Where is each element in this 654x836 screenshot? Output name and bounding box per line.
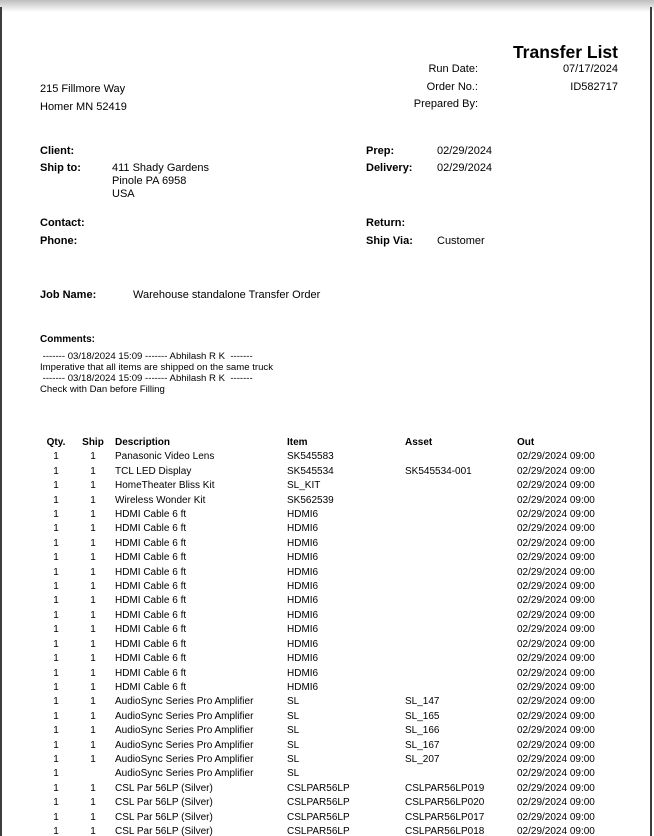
ship-to-address [112,162,209,201]
table-cell: 1 [90,552,96,564]
col-header-out: Out [517,437,535,448]
table-cell: 02/29/2024 09:00 [517,681,595,693]
table-cell [404,609,516,623]
table-cell: 02/29/2024 09:00 [517,811,595,823]
return-label: Return: [366,217,406,229]
table-cell: AudioSync Series Pro Amplifier [115,739,254,751]
table-cell: 02/29/2024 09:00 [517,696,595,708]
table-cell: 02/29/2024 09:00 [517,509,595,521]
table-row [36,479,620,493]
table-cell: 1 [90,609,96,621]
table-cell: HDMI6 [287,552,319,564]
col-header-qty: Qty. [46,437,66,448]
table-cell: 1 [90,825,96,836]
table-cell: 02/29/2024 09:00 [517,638,595,650]
table-cell: 02/29/2024 09:00 [517,566,595,578]
table-row [36,537,620,551]
table-cell: 02/29/2024 09:00 [517,739,595,751]
table-row [36,767,620,781]
table-cell: 1 [53,566,59,578]
table-cell: 1 [90,782,96,794]
ship-to-address-line: Pinole PA 6958 [112,175,187,187]
phone-label: Phone: [40,235,78,247]
run-date-row [318,63,618,81]
table-cell: 1 [53,509,59,521]
table-cell: Wireless Wonder Kit [115,494,206,506]
table-cell: 02/29/2024 09:00 [517,552,595,564]
ship-via-value: Customer [437,235,485,247]
table-cell: CSLPAR56LP019 [405,782,485,794]
table-cell: 1 [53,537,59,549]
table-row [36,695,620,709]
table-cell: SL [287,696,300,708]
table-cell: CSL Par 56LP (Silver) [115,782,213,794]
table-cell: 1 [90,480,96,492]
table-cell: CSLPAR56LP [287,825,350,836]
table-row [36,796,620,810]
table-cell: CSL Par 56LP (Silver) [115,811,213,823]
table-cell [404,580,516,594]
table-cell: 02/29/2024 09:00 [517,609,595,621]
table-cell: 02/29/2024 09:00 [517,753,595,765]
table-cell: 02/29/2024 09:00 [517,494,595,506]
table-cell: CSLPAR56LP020 [405,797,485,809]
table-row [36,594,620,608]
table-cell: HDMI Cable 6 ft [115,638,187,650]
delivery-label: Delivery: [366,162,413,174]
table-cell [404,551,516,565]
table-cell: 1 [90,797,96,809]
table-cell: 1 [90,681,96,693]
table-cell: 02/29/2024 09:00 [517,710,595,722]
table-cell [404,594,516,608]
table-cell: CSL Par 56LP (Silver) [115,825,213,836]
table-cell: 1 [53,523,59,535]
table-cell: HDMI6 [287,523,319,535]
table-cell: TCL LED Display [115,465,192,477]
table-cell: CSLPAR56LP [287,782,350,794]
table-cell: SL_147 [405,696,440,708]
table-cell: HDMI Cable 6 ft [115,552,187,564]
table-cell: 02/29/2024 09:00 [517,451,595,463]
table-cell: AudioSync Series Pro Amplifier [115,753,254,765]
table-cell: 1 [53,696,59,708]
table-row [36,782,620,796]
table-row [36,739,620,753]
company-address [40,81,127,116]
run-date-value: 07/17/2024 [562,63,618,75]
page-top-shadow [0,0,654,12]
comment-line: ------- 03/18/2024 15:09 ------- Abhilash R K ------- [40,351,253,362]
table-row [36,566,620,580]
table-cell: HDMI6 [287,667,319,679]
table-cell: 1 [90,581,96,593]
table-row [36,551,620,565]
table-row [36,811,620,825]
table-cell: SL_KIT [287,480,321,492]
table-cell: AudioSync Series Pro Amplifier [115,725,254,737]
prepared-by-value [478,98,618,116]
comments-label: Comments: [40,334,96,345]
table-cell: 1 [53,653,59,665]
table-cell: SL [287,768,300,780]
table-cell: HDMI Cable 6 ft [115,667,187,679]
table-cell: 1 [53,638,59,650]
table-cell [404,623,516,637]
table-cell [404,522,516,536]
table-cell [404,767,516,781]
table-row [36,522,620,536]
table-row [36,638,620,652]
table-row [36,609,620,623]
table-cell: HDMI6 [287,681,319,693]
table-cell: HDMI Cable 6 ft [115,624,187,636]
comment-line: ------- 03/18/2024 15:09 ------- Abhilash R K ------- [40,373,253,385]
table-cell: HDMI Cable 6 ft [115,653,187,665]
prep-date: 02/29/2024 [437,145,493,157]
page-left-edge [0,7,2,836]
table-cell: 1 [90,465,96,477]
table-cell: 02/29/2024 09:00 [517,480,595,492]
table-cell: 1 [53,782,59,794]
table-cell: 1 [90,595,96,607]
table-cell: SK545534-001 [405,465,472,477]
table-cell: SL_167 [405,739,440,751]
table-cell: 1 [53,465,59,477]
ship-to-address-line: USA [112,188,135,200]
table-row [36,825,620,836]
table-cell: 1 [90,566,96,578]
comments-text [40,351,273,395]
company-address-line: Homer MN 52419 [40,100,127,113]
table-cell: 1 [53,710,59,722]
table-row [36,508,620,522]
table-cell: 02/29/2024 09:00 [517,581,595,593]
table-cell: 1 [90,725,96,737]
ship-to-address-line: 411 Shady Gardens [112,162,210,174]
table-cell: HDMI6 [287,595,319,607]
table-cell: SK562539 [287,494,334,506]
table-cell: 1 [53,811,59,823]
table-cell: 02/29/2024 09:00 [517,624,595,636]
table-cell: AudioSync Series Pro Amplifier [115,696,254,708]
table-cell: 1 [90,667,96,679]
table-row [36,580,620,594]
table-cell: 1 [53,451,59,463]
table-header-row [36,436,620,450]
table-cell: CSLPAR56LP [287,797,350,809]
table-cell: HDMI6 [287,581,319,593]
prepared-by-row [318,98,618,116]
table-row [36,681,620,695]
table-row [36,623,620,637]
table-cell [404,681,516,695]
table-cell: CSL Par 56LP (Silver) [115,797,213,809]
table-cell: 1 [53,552,59,564]
table-row [36,450,620,464]
table-cell: 1 [90,739,96,751]
table-cell: 1 [53,681,59,693]
table-cell: SL [287,739,300,751]
table-cell [404,508,516,522]
table-cell [404,494,516,508]
table-cell [404,652,516,666]
table-cell: SL_165 [405,710,440,722]
table-cell: SL_166 [405,725,440,737]
table-row [36,465,620,479]
table-cell: HDMI6 [287,537,319,549]
client-label: Client: [40,145,75,157]
table-cell: 02/29/2024 09:00 [517,825,595,836]
table-cell: 1 [90,696,96,708]
comment-line: Check with Dan before Filling [40,384,165,396]
table-cell: 1 [90,451,96,463]
table-cell: 1 [53,480,59,492]
page-right-edge [650,7,652,836]
table-cell: Panasonic Video Lens [115,451,215,463]
table-cell: SL [287,710,300,722]
table-cell: 02/29/2024 09:00 [517,653,595,665]
table-cell: HDMI Cable 6 ft [115,681,187,693]
table-cell: 1 [90,624,96,636]
table-cell: 02/29/2024 09:00 [517,595,595,607]
table-cell: 1 [53,739,59,751]
table-cell: HDMI6 [287,566,319,578]
table-cell: 1 [53,624,59,636]
col-header-item: Item [287,437,308,448]
table-cell: 1 [53,725,59,737]
col-header-asset: Asset [405,437,433,448]
table-row [36,753,620,767]
table-cell: 02/29/2024 09:00 [517,537,595,549]
table-cell: CSLPAR56LP018 [405,825,485,836]
table-cell: SL_207 [405,753,440,765]
table-cell: HDMI6 [287,624,319,636]
table-cell: 1 [53,494,59,506]
table-row [36,710,620,724]
col-header-description: Description [115,437,171,448]
table-row [36,667,620,681]
contact-label: Contact: [40,217,85,229]
table-cell [404,667,516,681]
table-cell: HDMI Cable 6 ft [115,523,187,535]
report-meta [318,63,618,116]
ship-to-label: Ship to: [40,162,81,174]
delivery-date: 02/29/2024 [437,162,493,174]
table-cell: 02/29/2024 09:00 [517,667,595,679]
col-header-ship: Ship [82,437,104,448]
table-cell: HDMI Cable 6 ft [115,581,187,593]
table-cell: 02/29/2024 09:00 [517,797,595,809]
table-cell: HDMI6 [287,509,319,521]
table-cell: HomeTheater Bliss Kit [115,480,215,492]
table-cell: HDMI Cable 6 ft [115,537,187,549]
table-cell: HDMI6 [287,609,319,621]
table-cell [404,566,516,580]
table-cell: 1 [90,710,96,722]
table-cell: SK545534 [287,465,334,477]
table-cell: 1 [53,768,59,780]
table-cell: 1 [90,523,96,535]
table-cell: 1 [53,581,59,593]
table-cell: 02/29/2024 09:00 [517,523,595,535]
company-address-line: 215 Fillmore Way [40,83,126,95]
order-no-value: ID582717 [570,80,618,93]
table-cell: SL [287,753,300,765]
table-cell: 1 [90,753,96,765]
ship-via-label: Ship Via: [366,235,413,247]
table-cell: HDMI Cable 6 ft [115,566,187,578]
table-cell: 02/29/2024 09:00 [517,768,595,780]
order-no-label: Order No.: [426,80,478,93]
order-no-row [318,81,618,99]
table-cell: HDMI Cable 6 ft [115,509,187,521]
table-cell: 1 [90,653,96,665]
table-cell: SK545583 [287,451,334,463]
table-cell [404,537,516,551]
table-cell [76,767,110,781]
table-cell: CSLPAR56LP [287,811,350,823]
table-row [36,724,620,738]
prepared-by-label: Prepared By: [413,98,478,110]
table-cell: 1 [53,825,59,836]
table-cell: 1 [90,638,96,650]
table-cell: 1 [53,797,59,809]
table-row [36,652,620,666]
table-cell: 1 [90,811,96,823]
run-date-label: Run Date: [428,63,478,75]
table-row [36,494,620,508]
table-cell [404,450,516,464]
table-cell: 1 [53,667,59,679]
table-cell: 1 [53,609,59,621]
comment-line: Imperative that all items are shipped on the same truck [40,362,274,374]
table-cell: 1 [90,494,96,506]
table-cell: 1 [53,753,59,765]
table-cell: HDMI Cable 6 ft [115,609,187,621]
report-title: Transfer List [512,42,618,62]
table-cell: AudioSync Series Pro Amplifier [115,710,254,722]
table-cell: 02/29/2024 09:00 [517,782,595,794]
table-cell: 02/29/2024 09:00 [517,465,595,477]
table-cell [404,479,516,493]
job-name-value: Warehouse standalone Transfer Order [133,289,321,301]
table-cell [404,638,516,652]
table-cell: 1 [53,595,59,607]
table-cell: HDMI Cable 6 ft [115,595,187,607]
job-name-label: Job Name: [40,289,97,301]
table-cell: CSLPAR56LP017 [405,811,485,823]
prep-label: Prep: [366,145,395,157]
table-cell: 1 [90,537,96,549]
table-cell: SL [287,725,300,737]
table-cell: AudioSync Series Pro Amplifier [115,768,254,780]
table-cell: 02/29/2024 09:00 [517,725,595,737]
transfer-items-table [36,436,620,836]
table-cell: HDMI6 [287,638,319,650]
transfer-table-body [36,450,620,836]
table-cell: 1 [90,509,96,521]
table-cell: HDMI6 [287,653,319,665]
